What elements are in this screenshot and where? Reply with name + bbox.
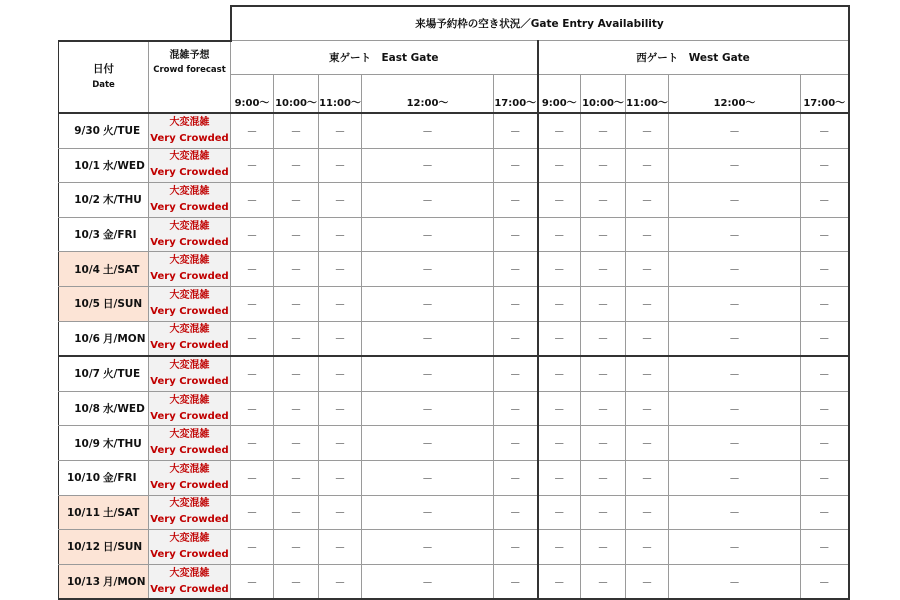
east-slot-cell: －: [274, 356, 319, 391]
east-gate-header: 東ゲート East Gate: [231, 41, 538, 75]
crowd-forecast-cell: [149, 286, 231, 321]
east-slot-cell: －: [319, 460, 362, 495]
date-cell: [59, 183, 149, 218]
crowd-forecast-en: Very Crowded: [150, 236, 229, 248]
table-row: [59, 217, 849, 252]
west-slot-cell: －: [581, 217, 626, 252]
east-slot-cell: －: [274, 564, 319, 599]
west-slot-cell: －: [669, 286, 801, 321]
date-cell: [59, 460, 149, 495]
east-slot-cell: －: [494, 426, 538, 461]
east-time-10: 10:00～: [274, 75, 319, 114]
date-value: 10/12: [66, 541, 100, 554]
west-slot-cell: －: [538, 356, 581, 391]
west-slot-cell: －: [538, 286, 581, 321]
east-slot-cell: －: [494, 391, 538, 426]
west-slot-cell: －: [669, 148, 801, 183]
crowd-forecast-en: Very Crowded: [150, 548, 229, 560]
crowd-forecast-en: Very Crowded: [150, 340, 229, 352]
weekday-value: 火/TUE: [103, 125, 141, 138]
crowd-forecast-en: Very Crowded: [150, 410, 229, 422]
crowd-forecast-ja: 大変混雑: [169, 185, 210, 197]
crowd-header: [149, 41, 231, 114]
crowd-forecast-en: Very Crowded: [150, 479, 229, 491]
date-value: 10/6: [74, 332, 100, 345]
blank-corner: [59, 6, 231, 41]
crowd-forecast-cell: [149, 183, 231, 218]
east-slot-cell: －: [494, 252, 538, 287]
west-slot-cell: －: [669, 460, 801, 495]
east-slot-cell: －: [274, 495, 319, 530]
west-slot-cell: －: [626, 252, 669, 287]
west-slot-cell: －: [626, 356, 669, 391]
east-time-9: 9:00～: [231, 75, 274, 114]
west-slot-cell: －: [669, 183, 801, 218]
crowd-forecast-en: Very Crowded: [150, 583, 229, 595]
east-slot-cell: －: [231, 217, 274, 252]
west-slot-cell: －: [669, 530, 801, 565]
weekday-value: 金/FRI: [103, 229, 137, 242]
west-slot-cell: －: [626, 148, 669, 183]
west-slot-cell: －: [669, 564, 801, 599]
west-slot-cell: －: [801, 530, 849, 565]
east-slot-cell: －: [319, 495, 362, 530]
date-cell: [59, 113, 149, 148]
date-cell: [59, 148, 149, 183]
east-slot-cell: －: [319, 530, 362, 565]
date-cell: [59, 217, 149, 252]
east-slot-cell: －: [274, 286, 319, 321]
west-slot-cell: －: [581, 356, 626, 391]
weekday-value: 水/WED: [103, 403, 145, 416]
east-slot-cell: －: [274, 460, 319, 495]
east-slot-cell: －: [362, 286, 494, 321]
date-header-ja: 日付: [93, 62, 114, 75]
west-slot-cell: －: [801, 495, 849, 530]
east-slot-cell: －: [274, 391, 319, 426]
crowd-header-en: Crowd forecast: [153, 64, 226, 75]
table-row: [59, 148, 849, 183]
west-slot-cell: －: [626, 113, 669, 148]
east-slot-cell: －: [231, 286, 274, 321]
west-slot-cell: －: [801, 148, 849, 183]
west-slot-cell: －: [581, 564, 626, 599]
weekday-value: 日/SUN: [103, 298, 143, 311]
east-slot-cell: －: [362, 148, 494, 183]
weekday-value: 火/TUE: [103, 368, 141, 381]
west-slot-cell: －: [626, 495, 669, 530]
crowd-forecast-cell: [149, 426, 231, 461]
date-value: 10/5: [74, 298, 100, 311]
date-cell: [59, 564, 149, 599]
crowd-header-ja: 混雑予想: [169, 49, 210, 61]
crowd-forecast-cell: [149, 217, 231, 252]
east-slot-cell: －: [494, 148, 538, 183]
east-slot-cell: －: [319, 564, 362, 599]
table-row: [59, 252, 849, 287]
east-slot-cell: －: [231, 148, 274, 183]
west-slot-cell: －: [538, 113, 581, 148]
crowd-forecast-ja: 大変混雑: [169, 255, 210, 267]
crowd-forecast-ja: 大変混雑: [169, 324, 210, 336]
east-slot-cell: －: [362, 321, 494, 356]
west-slot-cell: －: [538, 495, 581, 530]
crowd-forecast-ja: 大変混雑: [169, 359, 210, 371]
west-slot-cell: －: [581, 252, 626, 287]
west-slot-cell: －: [581, 495, 626, 530]
west-slot-cell: －: [801, 252, 849, 287]
date-value: 10/11: [66, 506, 100, 519]
west-slot-cell: －: [626, 426, 669, 461]
date-cell: [59, 530, 149, 565]
west-slot-cell: －: [538, 183, 581, 218]
west-time-9: 9:00～: [538, 75, 581, 114]
west-time-11: 11:00～: [626, 75, 669, 114]
date-value: 10/8: [74, 403, 100, 416]
crowd-forecast-ja: 大変混雑: [169, 463, 210, 475]
crowd-forecast-en: Very Crowded: [150, 305, 229, 317]
west-slot-cell: －: [581, 426, 626, 461]
date-value: 10/13: [66, 576, 100, 589]
crowd-forecast-en: Very Crowded: [150, 445, 229, 457]
east-slot-cell: －: [231, 391, 274, 426]
crowd-forecast-cell: [149, 495, 231, 530]
west-slot-cell: －: [581, 183, 626, 218]
east-slot-cell: －: [362, 217, 494, 252]
west-slot-cell: －: [669, 426, 801, 461]
east-time-11: 11:00～: [319, 75, 362, 114]
east-slot-cell: －: [231, 252, 274, 287]
weekday-value: 月/MON: [103, 576, 146, 589]
east-slot-cell: －: [362, 113, 494, 148]
crowd-forecast-ja: 大変混雑: [169, 394, 210, 406]
west-slot-cell: －: [669, 252, 801, 287]
west-slot-cell: －: [581, 530, 626, 565]
west-slot-cell: －: [801, 460, 849, 495]
west-slot-cell: －: [669, 217, 801, 252]
east-slot-cell: －: [362, 530, 494, 565]
availability-table: [58, 5, 850, 600]
west-slot-cell: －: [669, 356, 801, 391]
table-row: [59, 113, 849, 148]
west-slot-cell: －: [538, 426, 581, 461]
date-value: 10/9: [74, 437, 100, 450]
date-cell: [59, 495, 149, 530]
east-slot-cell: －: [231, 460, 274, 495]
weekday-value: 月/MON: [103, 332, 146, 345]
date-cell: [59, 391, 149, 426]
east-slot-cell: －: [319, 391, 362, 426]
east-slot-cell: －: [231, 495, 274, 530]
east-slot-cell: －: [274, 426, 319, 461]
crowd-forecast-ja: 大変混雑: [169, 567, 210, 579]
date-header-en: Date: [92, 79, 115, 90]
date-cell: [59, 356, 149, 391]
crowd-forecast-en: Very Crowded: [150, 167, 229, 179]
crowd-forecast-en: Very Crowded: [150, 514, 229, 526]
west-slot-cell: －: [581, 391, 626, 426]
east-slot-cell: －: [231, 321, 274, 356]
east-slot-cell: －: [362, 564, 494, 599]
west-slot-cell: －: [801, 564, 849, 599]
east-slot-cell: －: [494, 495, 538, 530]
west-slot-cell: －: [538, 391, 581, 426]
east-time-12: 12:00～: [362, 75, 494, 114]
west-gate-header: 西ゲート West Gate: [538, 41, 849, 75]
west-slot-cell: －: [538, 217, 581, 252]
west-slot-cell: －: [626, 183, 669, 218]
date-value: 10/10: [66, 472, 100, 485]
table-row: [59, 460, 849, 495]
east-slot-cell: －: [274, 252, 319, 287]
crowd-forecast-ja: 大変混雑: [169, 151, 210, 163]
east-slot-cell: －: [494, 217, 538, 252]
table-row: [59, 286, 849, 321]
east-slot-cell: －: [274, 148, 319, 183]
east-slot-cell: －: [231, 564, 274, 599]
east-slot-cell: －: [274, 217, 319, 252]
east-slot-cell: －: [319, 426, 362, 461]
crowd-forecast-cell: [149, 356, 231, 391]
east-slot-cell: －: [231, 356, 274, 391]
east-slot-cell: －: [319, 217, 362, 252]
weekday-value: 木/THU: [103, 194, 142, 207]
table-row: [59, 530, 849, 565]
east-slot-cell: －: [362, 252, 494, 287]
crowd-forecast-cell: [149, 564, 231, 599]
west-slot-cell: －: [538, 564, 581, 599]
east-slot-cell: －: [231, 183, 274, 218]
east-slot-cell: －: [319, 252, 362, 287]
west-slot-cell: －: [801, 113, 849, 148]
west-slot-cell: －: [581, 113, 626, 148]
west-slot-cell: －: [538, 252, 581, 287]
east-slot-cell: －: [494, 356, 538, 391]
weekday-value: 土/SAT: [103, 506, 140, 519]
west-slot-cell: －: [801, 356, 849, 391]
east-slot-cell: －: [231, 426, 274, 461]
west-slot-cell: －: [626, 460, 669, 495]
west-slot-cell: －: [626, 391, 669, 426]
table-row: [59, 391, 849, 426]
west-slot-cell: －: [626, 564, 669, 599]
weekday-value: 水/WED: [103, 159, 145, 172]
east-slot-cell: －: [362, 460, 494, 495]
weekday-value: 金/FRI: [103, 472, 137, 485]
east-slot-cell: －: [319, 286, 362, 321]
table-row: [59, 426, 849, 461]
west-slot-cell: －: [669, 113, 801, 148]
west-slot-cell: －: [626, 321, 669, 356]
west-slot-cell: －: [538, 321, 581, 356]
weekday-value: 日/SUN: [103, 541, 143, 554]
east-slot-cell: －: [274, 321, 319, 356]
west-time-17: 17:00～: [801, 75, 849, 114]
crowd-forecast-en: Very Crowded: [150, 201, 229, 213]
crowd-forecast-ja: 大変混雑: [169, 532, 210, 544]
date-value: 10/2: [74, 194, 100, 207]
west-slot-cell: －: [669, 495, 801, 530]
west-slot-cell: －: [669, 321, 801, 356]
east-slot-cell: －: [494, 530, 538, 565]
west-slot-cell: －: [669, 391, 801, 426]
west-slot-cell: －: [626, 286, 669, 321]
west-slot-cell: －: [801, 183, 849, 218]
east-slot-cell: －: [319, 148, 362, 183]
crowd-forecast-ja: 大変混雑: [169, 289, 210, 301]
date-value: 10/3: [74, 229, 100, 242]
east-slot-cell: －: [362, 183, 494, 218]
weekday-value: 木/THU: [103, 437, 142, 450]
east-slot-cell: －: [274, 183, 319, 218]
east-slot-cell: －: [494, 564, 538, 599]
east-slot-cell: －: [319, 321, 362, 356]
date-cell: [59, 252, 149, 287]
table-row: [59, 495, 849, 530]
crowd-forecast-ja: 大変混雑: [169, 220, 210, 232]
east-slot-cell: －: [494, 286, 538, 321]
east-slot-cell: －: [494, 113, 538, 148]
west-slot-cell: －: [581, 321, 626, 356]
east-slot-cell: －: [274, 113, 319, 148]
east-slot-cell: －: [319, 356, 362, 391]
table-row: [59, 321, 849, 356]
table-row: [59, 183, 849, 218]
east-slot-cell: －: [231, 530, 274, 565]
crowd-forecast-cell: [149, 148, 231, 183]
east-time-17: 17:00～: [494, 75, 538, 114]
crowd-forecast-cell: [149, 530, 231, 565]
east-slot-cell: －: [362, 495, 494, 530]
date-value: 9/30: [74, 125, 100, 138]
east-slot-cell: －: [494, 460, 538, 495]
west-slot-cell: －: [626, 217, 669, 252]
date-cell: [59, 426, 149, 461]
west-slot-cell: －: [581, 460, 626, 495]
east-slot-cell: －: [494, 183, 538, 218]
date-value: 10/4: [74, 263, 100, 276]
west-slot-cell: －: [538, 460, 581, 495]
east-slot-cell: －: [319, 113, 362, 148]
crowd-forecast-en: Very Crowded: [150, 271, 229, 283]
date-cell: [59, 286, 149, 321]
crowd-forecast-cell: [149, 252, 231, 287]
crowd-forecast-en: Very Crowded: [150, 132, 229, 144]
west-slot-cell: －: [801, 321, 849, 356]
crowd-forecast-cell: [149, 391, 231, 426]
table-title: 来場予約枠の空き状況／Gate Entry Availability: [231, 6, 849, 41]
west-slot-cell: －: [581, 148, 626, 183]
west-slot-cell: －: [626, 530, 669, 565]
crowd-forecast-cell: [149, 460, 231, 495]
west-slot-cell: －: [801, 217, 849, 252]
east-slot-cell: －: [362, 391, 494, 426]
crowd-forecast-ja: 大変混雑: [169, 429, 210, 441]
west-slot-cell: －: [801, 391, 849, 426]
weekday-value: 土/SAT: [103, 263, 140, 276]
crowd-forecast-cell: [149, 113, 231, 148]
crowd-forecast-ja: 大変混雑: [169, 498, 210, 510]
table-row: [59, 564, 849, 599]
date-cell: [59, 321, 149, 356]
west-slot-cell: －: [581, 286, 626, 321]
west-time-10: 10:00～: [581, 75, 626, 114]
east-slot-cell: －: [362, 426, 494, 461]
west-time-12: 12:00～: [669, 75, 801, 114]
east-slot-cell: －: [319, 183, 362, 218]
west-slot-cell: －: [801, 286, 849, 321]
east-slot-cell: －: [274, 530, 319, 565]
date-header: [59, 41, 149, 114]
east-slot-cell: －: [362, 356, 494, 391]
east-slot-cell: －: [231, 113, 274, 148]
date-value: 10/1: [74, 159, 100, 172]
crowd-forecast-en: Very Crowded: [150, 375, 229, 387]
crowd-forecast-ja: 大変混雑: [169, 116, 210, 128]
west-slot-cell: －: [538, 530, 581, 565]
west-slot-cell: －: [801, 426, 849, 461]
table-row: [59, 356, 849, 391]
east-slot-cell: －: [494, 321, 538, 356]
crowd-forecast-cell: [149, 321, 231, 356]
west-slot-cell: －: [538, 148, 581, 183]
date-value: 10/7: [74, 368, 100, 381]
